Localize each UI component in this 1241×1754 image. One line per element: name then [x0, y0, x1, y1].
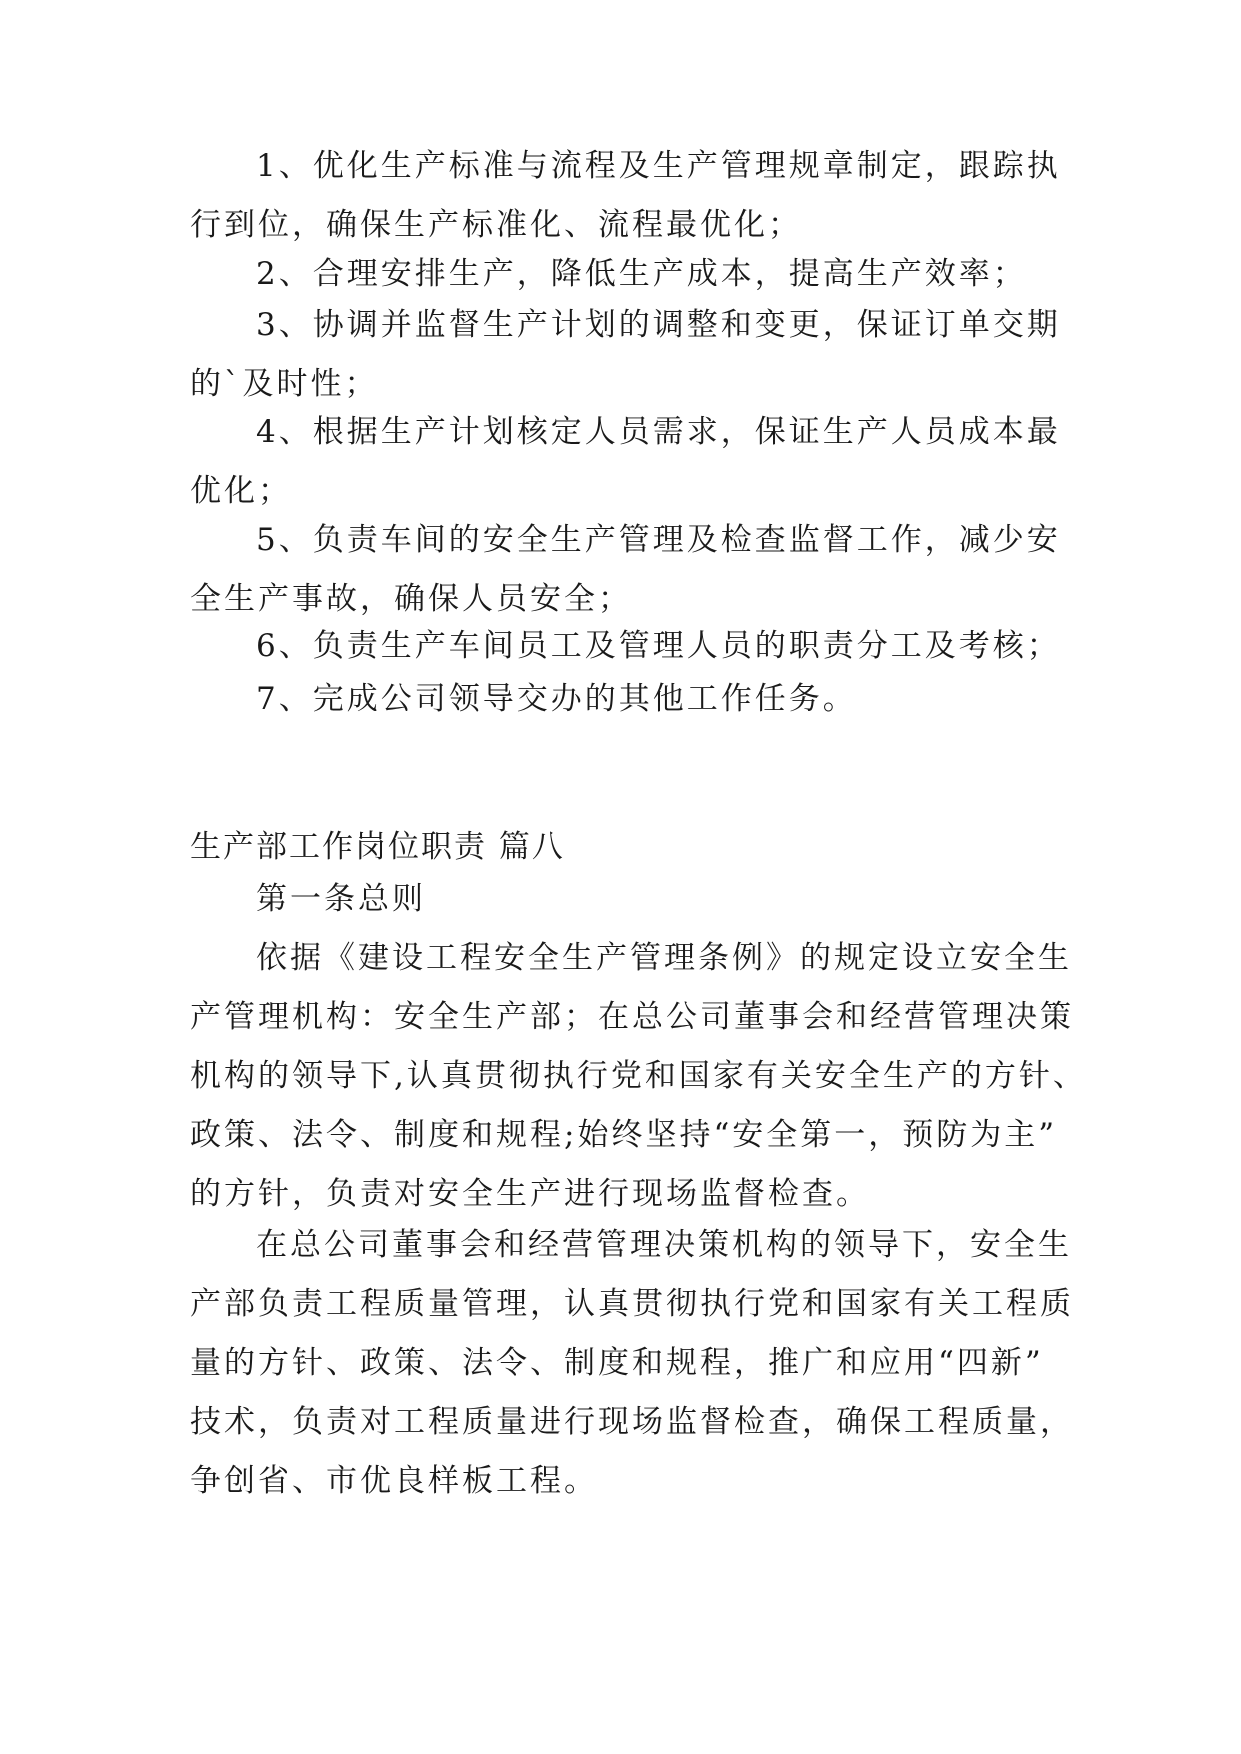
list-item-line: 全生产事故，确保人员安全； [190, 581, 632, 617]
list-item-line: 行到位，确保生产标准化、流程最优化； [190, 207, 802, 243]
list-item-line: 4、根据生产计划核定人员需求，保证生产人员成本最 [256, 414, 1061, 450]
subheading-text: 第一条总则 [256, 881, 426, 917]
paragraph-line: 技术，负责对工程质量进行现场监督检查，确保工程质量， [190, 1404, 1074, 1440]
list-item-line: 3、协调并监督生产计划的调整和变更，保证订单交期 [256, 307, 1061, 343]
paragraph-line: 依据《建设工程安全生产管理条例》的规定设立安全生 [256, 940, 1072, 976]
list-item-line: 2、合理安排生产，降低生产成本，提高生产效率； [256, 256, 1027, 292]
paragraph-line: 产管理机构：安全生产部；在总公司董事会和经营管理决策 [190, 999, 1074, 1035]
section-subheading [190, 870, 1060, 929]
list-item-line: 5、负责车间的安全生产管理及检查监督工作，减少安 [256, 522, 1061, 558]
section-heading: 生产部工作岗位职责 篇八 [190, 829, 565, 865]
paragraph-line: 产部负责工程质量管理，认真贯彻执行党和国家有关工程质 [190, 1286, 1074, 1322]
paragraph-line: 机构的领导下,认真贯彻执行党和国家有关安全生产的方针、 [190, 1058, 1087, 1094]
list-item [190, 403, 1060, 521]
paragraph-line: 在总公司董事会和经营管理决策机构的领导下，安全生 [256, 1227, 1072, 1263]
paragraph-line: 政策、法令、制度和规程;始终坚持“安全第一，预防为主” [190, 1117, 1058, 1153]
paragraph-line: 争创省、市优良样板工程。 [190, 1463, 598, 1499]
list-item-line: 7、完成公司领导交办的其他工作任务。 [256, 681, 857, 717]
paragraph-line: 量的方针、政策、法令、制度和规程，推广和应用“四新” [190, 1345, 1044, 1381]
paragraph [190, 929, 1087, 1224]
list-item [190, 511, 1060, 629]
list-item-line: 优化； [190, 473, 292, 509]
list-item-line: 6、负责生产车间员工及管理人员的职责分工及考核； [256, 628, 1061, 664]
list-item-line: 1、优化生产标准与流程及生产管理规章制定，跟踪执 [256, 148, 1061, 184]
list-item [190, 137, 1060, 255]
list-item [190, 617, 1060, 676]
list-item [190, 670, 1060, 729]
paragraph [190, 1216, 1074, 1511]
list-item [190, 296, 1060, 414]
list-item-line: 的`及时性； [190, 366, 379, 402]
paragraph-line: 的方针，负责对安全生产进行现场监督检查。 [190, 1176, 870, 1212]
